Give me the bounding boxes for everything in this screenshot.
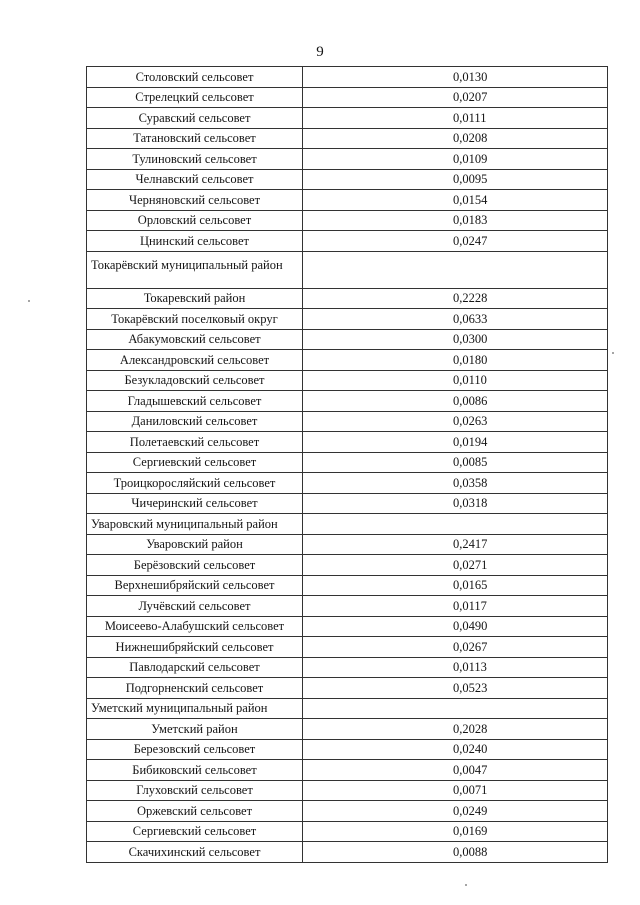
table-row: [87, 231, 608, 252]
municipality-name-cell: Павлодарский сельсовет: [87, 657, 303, 678]
coefficient-cell: 0,0088: [303, 842, 608, 863]
table-row: [87, 637, 608, 658]
table-row: [87, 67, 608, 88]
table-row: [87, 473, 608, 494]
municipality-name-cell: Токаревский район: [87, 288, 303, 309]
coefficient-cell: 0,0169: [303, 821, 608, 842]
municipality-name-cell: Моисеево-Алабушский сельсовет: [87, 616, 303, 637]
table-row: [87, 87, 608, 108]
coefficient-cell: 0,0490: [303, 616, 608, 637]
coefficient-cell: 0,0247: [303, 231, 608, 252]
municipality-name-cell: Бибиковский сельсовет: [87, 760, 303, 781]
table-row: [87, 329, 608, 350]
municipality-name-cell: Токарёвский поселковый округ: [87, 309, 303, 330]
municipality-name-cell: Безукладовский сельсовет: [87, 370, 303, 391]
coefficient-cell: 0,0071: [303, 780, 608, 801]
municipality-name-cell: Полетаевский сельсовет: [87, 432, 303, 453]
table-row: [87, 575, 608, 596]
coefficient-cell: [303, 251, 608, 288]
district-name-cell: Уваровский муниципальный район: [87, 514, 303, 535]
municipality-name-cell: Нижнешибряйский сельсовет: [87, 637, 303, 658]
coefficient-cell: 0,0249: [303, 801, 608, 822]
municipality-name-cell: Суравский сельсовет: [87, 108, 303, 129]
table-row: [87, 739, 608, 760]
coefficient-cell: 0,0110: [303, 370, 608, 391]
coefficient-cell: 0,0271: [303, 555, 608, 576]
coefficient-cell: 0,0633: [303, 309, 608, 330]
table-body: [87, 67, 608, 863]
table-row: [87, 149, 608, 170]
table-row: [87, 657, 608, 678]
municipality-name-cell: Уметский район: [87, 719, 303, 740]
table-row: [87, 555, 608, 576]
municipality-name-cell: Оржевский сельсовет: [87, 801, 303, 822]
table-row: [87, 596, 608, 617]
table-row: [87, 288, 608, 309]
table-row: [87, 391, 608, 412]
scan-speck: [465, 884, 467, 886]
district-header-row: [87, 698, 608, 719]
district-header-row: [87, 514, 608, 535]
table-row: [87, 842, 608, 863]
municipality-name-cell: Челнавский сельсовет: [87, 169, 303, 190]
coefficient-cell: 0,2028: [303, 719, 608, 740]
coefficient-cell: 0,0194: [303, 432, 608, 453]
coefficient-cell: 0,0523: [303, 678, 608, 699]
table-row: [87, 780, 608, 801]
coefficient-cell: 0,0263: [303, 411, 608, 432]
table-row: [87, 350, 608, 371]
coefficient-cell: 0,0267: [303, 637, 608, 658]
table-row: [87, 493, 608, 514]
table-row: [87, 719, 608, 740]
coefficient-cell: 0,0180: [303, 350, 608, 371]
table-row: [87, 432, 608, 453]
coefficient-cell: 0,0086: [303, 391, 608, 412]
coefficient-cell: 0,0208: [303, 128, 608, 149]
municipality-name-cell: Стрелецкий сельсовет: [87, 87, 303, 108]
municipality-name-cell: Троицкоросляйский сельсовет: [87, 473, 303, 494]
coefficient-cell: 0,0047: [303, 760, 608, 781]
table-row: [87, 616, 608, 637]
district-name-cell: Уметский муниципальный район: [87, 698, 303, 719]
municipality-name-cell: Цнинский сельсовет: [87, 231, 303, 252]
municipality-name-cell: Подгорненский сельсовет: [87, 678, 303, 699]
coefficient-cell: 0,0165: [303, 575, 608, 596]
table-row: [87, 370, 608, 391]
municipality-name-cell: Берёзовский сельсовет: [87, 555, 303, 576]
table-row: [87, 309, 608, 330]
coefficient-cell: 0,0207: [303, 87, 608, 108]
coefficient-cell: [303, 698, 608, 719]
district-name-cell: Токарёвский муниципальный район: [87, 251, 303, 288]
municipality-name-cell: Глуховский сельсовет: [87, 780, 303, 801]
coefficient-cell: 0,0130: [303, 67, 608, 88]
municipality-name-cell: Березовский сельсовет: [87, 739, 303, 760]
municipality-name-cell: Верхнешибряйский сельсовет: [87, 575, 303, 596]
municipality-name-cell: Гладышевский сельсовет: [87, 391, 303, 412]
municipality-name-cell: Черняновский сельсовет: [87, 190, 303, 211]
coefficient-cell: 0,0300: [303, 329, 608, 350]
municipality-name-cell: Лучёвский сельсовет: [87, 596, 303, 617]
coefficient-cell: 0,2417: [303, 534, 608, 555]
coefficient-cell: 0,0117: [303, 596, 608, 617]
table-row: [87, 411, 608, 432]
coefficients-table: [86, 66, 608, 863]
municipality-name-cell: Орловский сельсовет: [87, 210, 303, 231]
table-row: [87, 760, 608, 781]
table-row: [87, 801, 608, 822]
coefficient-cell: 0,0111: [303, 108, 608, 129]
table-row: [87, 534, 608, 555]
municipality-name-cell: Сергиевский сельсовет: [87, 452, 303, 473]
coefficient-cell: 0,0358: [303, 473, 608, 494]
table-row: [87, 190, 608, 211]
municipality-name-cell: Абакумовский сельсовет: [87, 329, 303, 350]
municipality-name-cell: Чичеринский сельсовет: [87, 493, 303, 514]
page-number: 9: [316, 44, 324, 60]
table-row: [87, 210, 608, 231]
coefficient-cell: 0,0240: [303, 739, 608, 760]
table-row: [87, 128, 608, 149]
coefficient-cell: 0,0085: [303, 452, 608, 473]
municipality-name-cell: Александровский сельсовет: [87, 350, 303, 371]
district-header-row: [87, 251, 608, 288]
table-row: [87, 678, 608, 699]
municipality-name-cell: Тулиновский сельсовет: [87, 149, 303, 170]
municipality-name-cell: Даниловский сельсовет: [87, 411, 303, 432]
municipality-name-cell: Уваровский район: [87, 534, 303, 555]
coefficient-cell: 0,0113: [303, 657, 608, 678]
table-row: [87, 452, 608, 473]
coefficient-cell: 0,0183: [303, 210, 608, 231]
scan-speck: [28, 300, 30, 302]
coefficient-cell: 0,2228: [303, 288, 608, 309]
coefficient-cell: [303, 514, 608, 535]
table-row: [87, 108, 608, 129]
table-row: [87, 169, 608, 190]
coefficient-cell: 0,0154: [303, 190, 608, 211]
table-row: [87, 821, 608, 842]
municipality-name-cell: Столовский сельсовет: [87, 67, 303, 88]
scan-speck: [612, 352, 614, 354]
municipality-name-cell: Татановский сельсовет: [87, 128, 303, 149]
municipality-name-cell: Сергиевский сельсовет: [87, 821, 303, 842]
municipality-name-cell: Скачихинский сельсовет: [87, 842, 303, 863]
coefficient-cell: 0,0095: [303, 169, 608, 190]
coefficient-cell: 0,0318: [303, 493, 608, 514]
coefficient-cell: 0,0109: [303, 149, 608, 170]
